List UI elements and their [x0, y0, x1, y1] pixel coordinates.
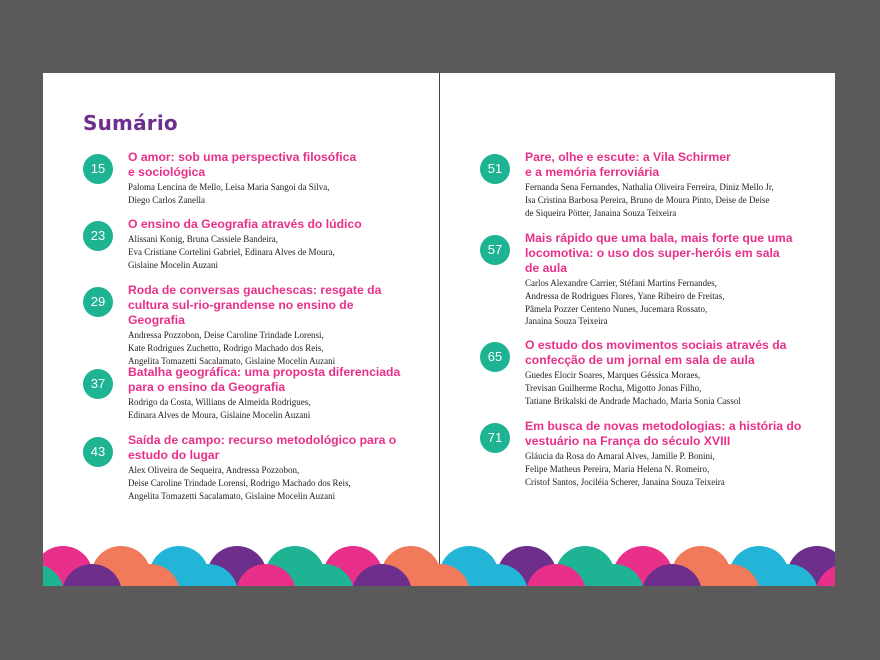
- entry-authors: Fernanda Sena Fernandes, Nathalia Oliveira Ferreira, Diniz Mello Jr, Isa Cristina Barbosa Pereira, Bruno de Moura Pinto, Deise de Deise de Siqueira Pötter, Janaina Souza Teixeira: [525, 182, 774, 218]
- entry-authors: Alex Oliveira de Sequeira, Andressa Pozzobon, Deise Caroline Trindade Lorensi, Rodrigo Machado dos Reis, Angelita Tomazetti Sacalamato, Gislaine Mocelin Auzani: [128, 465, 351, 501]
- book-spread: [43, 73, 835, 586]
- entry-text: [525, 150, 810, 219]
- entry-title: Pare, olhe e escute: a Vila Schirmer e a memória ferroviária: [525, 150, 731, 179]
- page-number-badge: 23: [83, 221, 113, 251]
- entry-title: O amor: sob uma perspectiva filosófica e sociológica: [128, 150, 357, 179]
- entry-text: [128, 217, 413, 271]
- entry-title: O estudo dos movimentos sociais através da confecção de um jornal em sala de aula: [525, 338, 787, 367]
- entry-text: [128, 283, 413, 367]
- entry-authors: Paloma Lencina de Mello, Leisa Maria Sangoi da Silva, Diego Carlos Zanella: [128, 182, 330, 205]
- entry-title: Batalha geográfica: uma proposta diferenciada para o ensino da Geografia: [128, 365, 401, 394]
- page-number-badge: 57: [480, 235, 510, 265]
- entry-authors: Carlos Alexandre Carrier, Stéfani Martins Fernandes, Andressa de Rodrigues Flores, Yane Ribeiro de Freitas, Pâmela Pozzer Centeno Nunes, Jucemara Rossato, Janaina Souza Teixeira: [525, 278, 725, 327]
- entry-title: O ensino da Geografia através do lúdico: [128, 217, 362, 231]
- page-number-badge: 43: [83, 437, 113, 467]
- entry-authors: Guedes Elocir Soares, Marques Géssica Moraes, Trevisan Guilherme Rocha, Migotto Jonas Filho, Tatiane Brikalski de Andrade Machado, Maria Sonia Cassol: [525, 370, 741, 406]
- entry-text: [128, 365, 413, 422]
- page-number-badge: 29: [83, 287, 113, 317]
- entry-authors: Gláucia da Rosa do Amaral Alves, Jamille P. Bonini, Felipe Matheus Pereira, Maria Helena N. Romeiro, Cristof Santos, Jociléia Scherer, Janaina Souza Teixeira: [525, 451, 725, 487]
- entry-title: Mais rápido que uma bala, mais forte que uma locomotiva: o uso dos super-heróis em sala de aula: [525, 231, 793, 275]
- entry-authors: Rodrigo da Costa, Willians de Almeida Rodrigues, Edinara Alves de Moura, Gislaine Mocelin Auzani: [128, 397, 311, 420]
- right-page: [440, 73, 835, 586]
- entry-text: [525, 231, 810, 328]
- entry-text: [128, 150, 413, 207]
- page-number-badge: 71: [480, 423, 510, 453]
- toc-heading: Sumário: [83, 111, 178, 135]
- entry-text: [128, 433, 413, 502]
- entry-text: [525, 419, 810, 488]
- entry-authors: Alissani Konig, Bruna Cassiele Bandeira, Eva Cristiane Cortelini Gabriel, Edinara Alves de Moura, Gislaine Mocelin Auzani: [128, 234, 335, 270]
- page-number-badge: 65: [480, 342, 510, 372]
- page-number-badge: 51: [480, 154, 510, 184]
- entry-text: [525, 338, 810, 407]
- entry-title: Saída de campo: recurso metodológico para o estudo do lugar: [128, 433, 397, 462]
- left-page: [43, 73, 439, 586]
- page-number-badge: 15: [83, 154, 113, 184]
- entry-title: Em busca de novas metodologias: a história do vestuário na França do século XVIII: [525, 419, 802, 448]
- entry-title: Roda de conversas gauchescas: resgate da cultura sul-rio-grandense no ensino de Geografia: [128, 283, 382, 327]
- decorative-circle-border: [43, 536, 835, 586]
- page-number-badge: 37: [83, 369, 113, 399]
- entry-authors: Andressa Pozzobon, Deise Caroline Trindade Lorensi, Kate Rodrigues Zuchetto, Rodrigo Machado dos Reis, Angelita Tomazetti Sacalamato, Gislaine Mocelin Auzani: [128, 330, 336, 366]
